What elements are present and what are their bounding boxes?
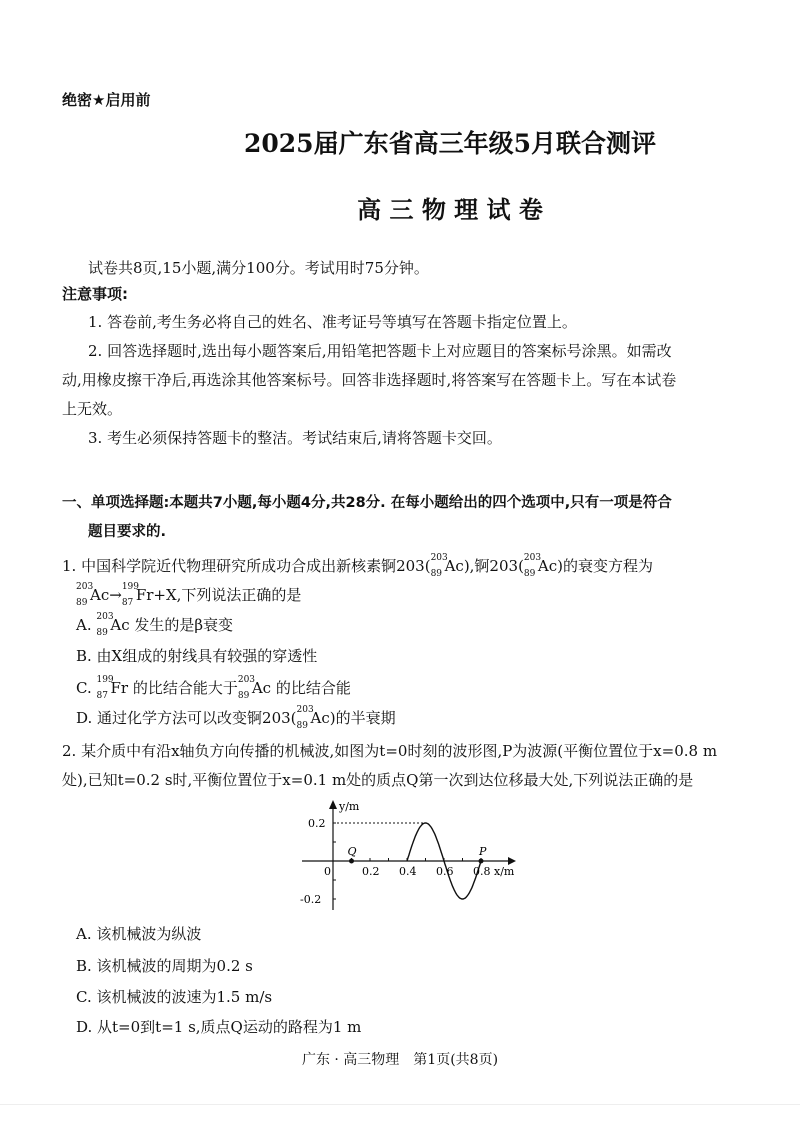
atomic-number: 89: [237, 691, 250, 701]
x-tick-label: 0.8: [473, 865, 491, 878]
question-2-stem: 2. 某介质中有沿x轴负方向传播的机械波,如图为t=0时刻的波形图,P为波源(平衡位置位于x=0.8 m: [62, 742, 718, 760]
symbol: Ac: [90, 586, 110, 604]
page-edge-divider: [0, 1104, 800, 1105]
x-axis-arrow: [508, 857, 516, 865]
text: )的半衰期: [329, 709, 396, 727]
mass-number: 199: [96, 675, 114, 685]
y-axis-arrow: [329, 800, 337, 809]
nuclide-ac: [523, 553, 558, 579]
text: 发生的是β衰变: [129, 616, 234, 634]
point-q-label: Q: [347, 845, 357, 858]
symbol: Ac: [444, 557, 464, 575]
option-c: C. 该机械波的波速为1.5 m/s: [76, 988, 273, 1006]
note-item: 动,用橡皮擦干净后,再选涂其他答案标号。回答非选择题时,将答案写在答题卡上。写在本试卷: [62, 371, 677, 389]
nuclide-ac: [430, 553, 464, 579]
question-2-stem-cont: 处),已知t=0.2 s时,平衡位置位于x=0.1 m处的质点Q第一次到达位移最大处,下列说法正确的是: [62, 771, 694, 789]
atomic-number: 89: [430, 569, 443, 579]
mass-number: 199: [121, 582, 139, 592]
mass-number: 203: [430, 553, 448, 563]
section-heading: 一、单项选择题:本题共7小题,每小题4分,共28分. 在每小题给出的四个选项中,只有一项是符合: [62, 495, 672, 511]
symbol: Fr: [135, 586, 154, 604]
point-q: [349, 859, 354, 864]
x-axis-label: x/m: [494, 865, 515, 878]
nuclide-ac: [296, 705, 330, 731]
intro-text: 试卷共8页,15小题,满分100分。考试用时75分钟。: [88, 259, 429, 277]
text: ),锕203(: [463, 557, 524, 575]
question-1-stem: [62, 553, 654, 579]
y-tick-label: -0.2: [300, 893, 322, 906]
x-tick-label: 0.4: [399, 865, 417, 878]
text: +X,下列说法正确的是: [153, 586, 302, 604]
symbol: Ac: [110, 616, 130, 634]
mass-number: 203: [96, 612, 114, 622]
option-a: [76, 612, 234, 638]
atomic-number: 89: [96, 628, 108, 638]
text: A.: [76, 616, 97, 634]
origin-label: 0: [324, 865, 331, 878]
exam-title: 2025届广东省高三年级5月联合测评: [244, 129, 656, 158]
symbol: Ac: [537, 557, 558, 575]
text: 的比结合能大于: [128, 679, 238, 697]
point-p: [479, 859, 484, 864]
note-item: 1. 答卷前,考生务必将自己的姓名、准考证号等填写在答题卡指定位置上。: [88, 313, 577, 331]
point-p-label: P: [479, 845, 487, 858]
text: )的衰变方程为: [557, 557, 654, 575]
option-b: B. 该机械波的周期为0.2 s: [76, 957, 253, 975]
mass-number: 203: [237, 675, 256, 685]
option-c: [76, 675, 351, 701]
note-item: 2. 回答选择题时,选出每小题答案后,用铅笔把答题卡上对应题目的答案标号涂黑。如需改: [88, 342, 672, 360]
atomic-number: 89: [76, 598, 88, 608]
nuclide-fr: [96, 675, 129, 701]
mass-number: 203: [523, 553, 542, 563]
x-tick-label: 0.2: [362, 865, 380, 878]
nuclide-ac: [96, 612, 130, 638]
atomic-number: 89: [523, 569, 536, 579]
wave-graph: [290, 800, 530, 912]
option-b: B. 由X组成的射线具有较强的穿透性: [76, 647, 318, 665]
note-item: 上无效。: [62, 400, 123, 418]
atomic-number: 89: [296, 721, 308, 731]
y-tick-label: 0.2: [308, 817, 326, 830]
text: 1. 中国科学院近代物理研究所成功合成出新核素锕203(: [62, 557, 431, 575]
symbol: Ac: [310, 709, 330, 727]
paper-title: 高 三 物 理 试 卷: [357, 195, 543, 224]
atomic-number: 87: [121, 598, 134, 608]
mass-number: 203: [296, 705, 314, 715]
symbol: Fr: [110, 679, 129, 697]
nuclide-ac: [76, 582, 110, 608]
mass-number: 203: [76, 582, 94, 592]
nuclide-ac: [237, 675, 272, 701]
y-axis-label: y/m: [339, 800, 360, 813]
note-item: 3. 考生必须保持答题卡的整洁。考试结束后,请将答题卡交回。: [88, 429, 502, 447]
nuclide-fr: [121, 582, 154, 608]
x-tick-label: 0.6: [436, 865, 454, 878]
section-heading-cont: 题目要求的.: [88, 524, 167, 540]
option-d: D. 从t=0到t=1 s,质点Q运动的路程为1 m: [76, 1018, 362, 1036]
text: D. 通过化学方法可以改变锕203(: [76, 709, 297, 727]
page-footer: 广东 · 高三物理 第1页(共8页): [301, 1052, 499, 1068]
option-a: A. 该机械波为纵波: [76, 925, 202, 943]
atomic-number: 87: [96, 691, 108, 701]
arrow: →: [109, 586, 122, 604]
question-1-equation: [76, 582, 302, 608]
symbol: Ac: [251, 679, 272, 697]
option-d: [76, 705, 396, 731]
text: C.: [76, 679, 97, 697]
secret-label: 绝密★启用前: [62, 91, 151, 109]
text: 的比结合能: [271, 679, 351, 697]
notes-heading: 注意事项:: [62, 285, 128, 303]
